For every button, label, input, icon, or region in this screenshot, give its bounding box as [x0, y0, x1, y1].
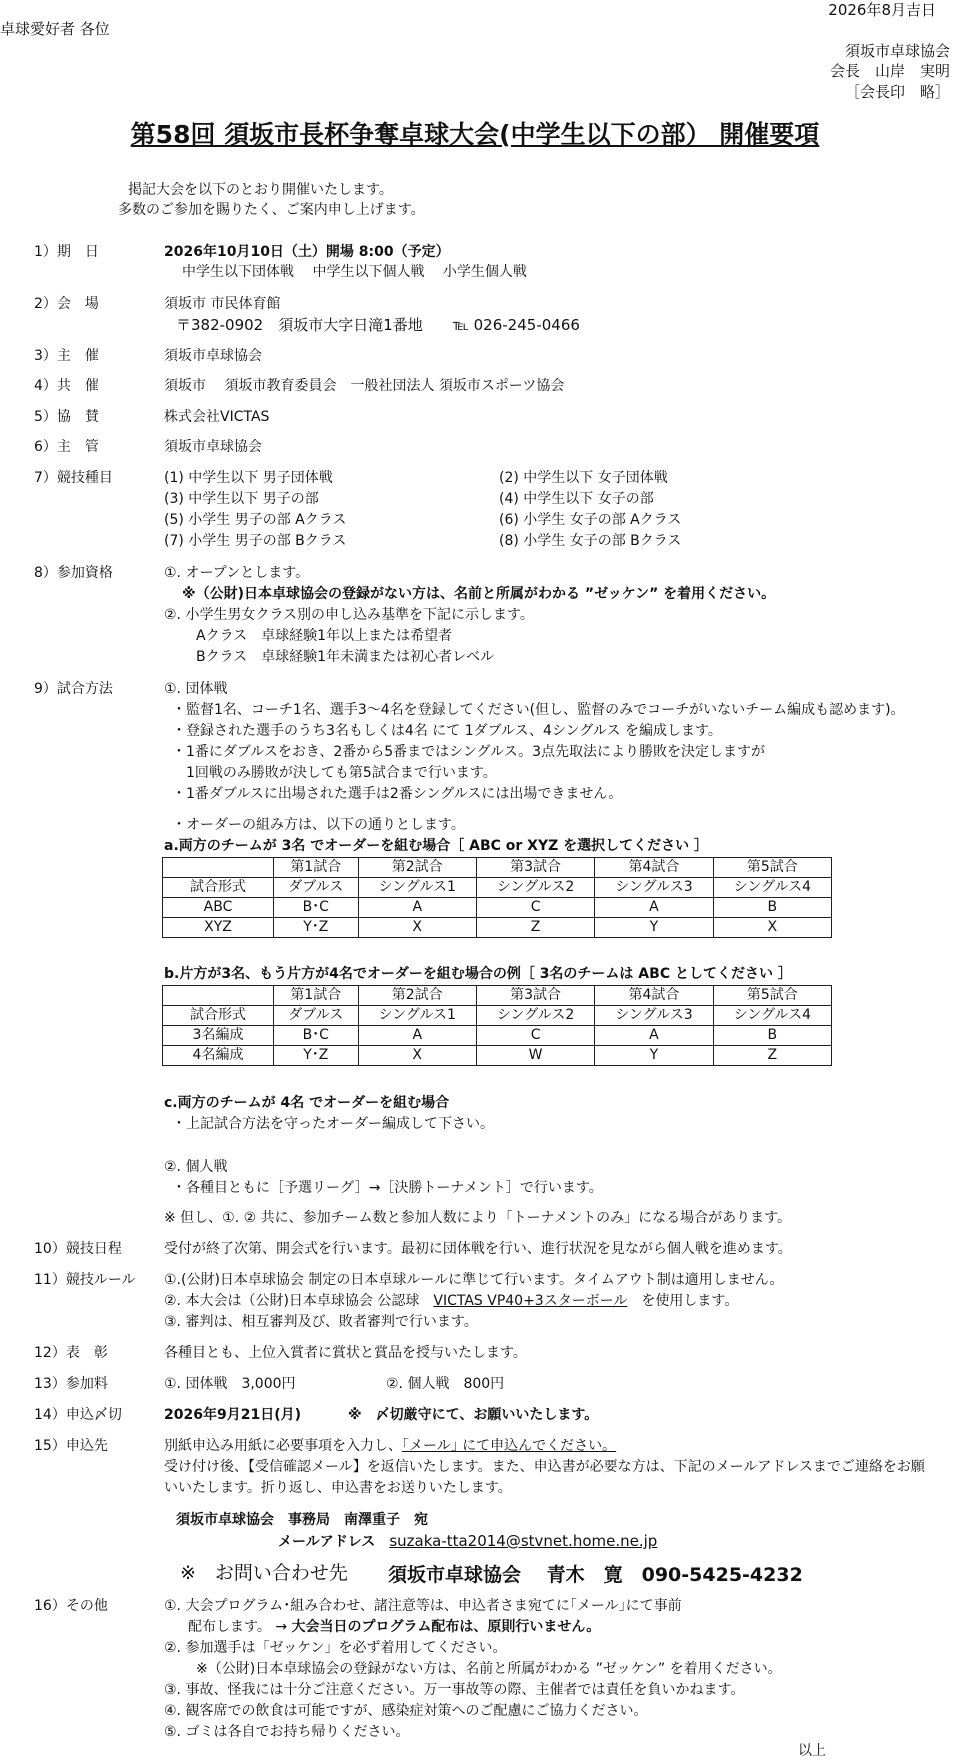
- event-item: (4) 中学生以下 女子の部: [499, 491, 654, 507]
- section-1-label: 1）期 日: [34, 244, 99, 260]
- other-3: ③. 事故、怪我には十分ご注意ください。万一事故等の際、主催者では責任を負いかねます。: [164, 1682, 745, 1698]
- fee-individual: ②. 個人戦 800円: [386, 1376, 505, 1392]
- team-rule: 1回戦のみ勝敗が決しても第5試合まで行います。: [186, 765, 497, 781]
- section-13-label: 13）参加料: [34, 1376, 108, 1392]
- application-line-3: いいたします。折り返し、申込書をお送りいたします。: [164, 1480, 512, 1496]
- inquiry-contact: 須坂市卓球協会 青木 寛 090-5425-4232: [388, 1564, 803, 1586]
- table-cell: B･C: [274, 898, 359, 918]
- mail-line: メールアドレス suzaka-tta2014@stvnet.home.ne.jp: [278, 1532, 658, 1550]
- table-cell: 第4試合: [595, 986, 713, 1006]
- table-cell: ダブルス: [274, 1006, 359, 1026]
- other-2: ②. 参加選手は「ゼッケン」を必ず着用してください。: [164, 1640, 507, 1656]
- table-cell: 4名編成: [163, 1046, 274, 1066]
- table-cell: B･C: [274, 1026, 359, 1046]
- event-item: (1) 中学生以下 男子団体戦: [164, 470, 333, 486]
- other-2b: ※（公財)日本卓球協会の登録がない方は、名前と所属がわかる ”ゼッケン” を着用ください。: [196, 1661, 782, 1677]
- section-5-label: 5）協 賛: [34, 409, 99, 425]
- chairperson: 会長 山岸 実明: [829, 62, 950, 80]
- table-cell: W: [476, 1046, 594, 1066]
- table-cell: ダブルス: [274, 878, 359, 898]
- eligibility-2: ②. 小学生男女クラス別の申し込み基準を下記に示します。: [164, 607, 534, 623]
- event-item: (6) 小学生 女子の部 Aクラス: [499, 512, 682, 528]
- table-cell: シングルス2: [476, 1006, 594, 1026]
- table-cell: 試合形式: [163, 1006, 274, 1026]
- event-item: (8) 小学生 女子の部 Bクラス: [499, 533, 682, 549]
- table-cell: C: [476, 898, 594, 918]
- team-rule: ・監督1名、コーチ1名、選手3～4名を登録してください(但し、監督のみでコーチがいないチーム編成も認めます)。: [172, 702, 905, 718]
- venue-name: 須坂市 市民体育館: [164, 296, 281, 312]
- eligibility-1: ①. オープンとします。: [164, 565, 310, 581]
- event-categories: 中学生以下団体戦 中学生以下個人戦 小学生個人戦: [182, 264, 527, 280]
- seal-note: ［会長印 略］: [844, 83, 950, 101]
- closing: 以上: [798, 1743, 826, 1759]
- mail-address-link[interactable]: suzaka-tta2014@stvnet.home.ne.jp: [389, 1532, 658, 1550]
- table-cell: 第1試合: [274, 986, 359, 1006]
- event-item: (2) 中学生以下 女子団体戦: [499, 470, 668, 486]
- section-6-label: 6）主 管: [34, 439, 99, 455]
- table-cell: [163, 858, 274, 878]
- other-4: ④. 観客席での飲食は可能ですが、感染症対策へのご配慮にご協力ください。: [164, 1703, 648, 1719]
- table-cell: XYZ: [163, 918, 274, 938]
- section-15-label: 15）申込先: [34, 1438, 108, 1454]
- co-organizers: 須坂市 須坂市教育委員会 一般社団法人 須坂市スポーツ協会: [164, 378, 565, 394]
- table-cell: B: [713, 1026, 831, 1046]
- table-cell: Y･Z: [274, 918, 359, 938]
- case-c-title: c.両方のチームが 4名 でオーダーを組む場合: [164, 1095, 450, 1111]
- team-event-heading: ①. 団体戦: [164, 681, 228, 697]
- table-cell: シングルス4: [713, 1006, 831, 1026]
- table-cell: Y･Z: [274, 1046, 359, 1066]
- table-a-title: a.両方のチームが 3名 でオーダーを組む場合［ ABC or XYZ を選択してください ］: [164, 838, 709, 854]
- organizer: 須坂市卓球協会: [164, 348, 262, 364]
- manager: 須坂市卓球協会: [164, 439, 262, 455]
- table-cell: 第3試合: [476, 986, 594, 1006]
- table-row: [163, 898, 832, 918]
- event-item: (3) 中学生以下 男子の部: [164, 491, 319, 507]
- table-row: [163, 918, 832, 938]
- table-cell: 第3試合: [476, 858, 594, 878]
- addressee: 卓球愛好者 各位: [0, 20, 110, 38]
- section-7-label: 7）競技種目: [34, 470, 113, 486]
- table-cell: X: [358, 1046, 476, 1066]
- table-cell: Y: [595, 1046, 713, 1066]
- table-cell: Z: [476, 918, 594, 938]
- table-b-title: b.片方が3名、もう片方が4名でオーダーを組む場合の例［ 3名のチームは ABC としてください ］: [164, 966, 792, 982]
- section-12-label: 12）表 彰: [34, 1345, 108, 1361]
- organization: 須坂市卓球協会: [844, 42, 950, 60]
- section-10-label: 10）競技日程: [34, 1241, 122, 1257]
- table-cell: A: [358, 898, 476, 918]
- table-cell: C: [476, 1026, 594, 1046]
- table-row: [163, 878, 832, 898]
- table-cell: シングルス3: [595, 878, 713, 898]
- table-cell: Z: [713, 1046, 831, 1066]
- application-line-1: 別紙申込み用紙に必要事項を入力し、｢メール｣ にて申込んでください。: [164, 1438, 617, 1454]
- table-cell: X: [713, 918, 831, 938]
- table-cell: 第1試合: [274, 858, 359, 878]
- table-cell: シングルス2: [476, 878, 594, 898]
- case-c-text: ・上記試合方法を守ったオーダー編成して下さい。: [172, 1116, 494, 1132]
- office-contact: 須坂市卓球協会 事務局 南澤重子 宛: [176, 1512, 428, 1528]
- table-cell: 第2試合: [358, 858, 476, 878]
- format-note: ※ 但し、①. ② 共に、参加チーム数と参加人数により「トーナメントのみ」になる場合があります。: [164, 1210, 791, 1226]
- table-row: [163, 858, 832, 878]
- team-rule: ・1番ダブルスに出場された選手は2番シングルスには出場できません。: [172, 786, 623, 802]
- table-cell: ABC: [163, 898, 274, 918]
- team-rule: ・登録された選手のうち3名もしくは4名 にて 1ダブルス、4シングルス を編成します。: [172, 723, 722, 739]
- table-cell: シングルス1: [358, 878, 476, 898]
- table-row: [163, 1046, 832, 1066]
- table-cell: A: [595, 1026, 713, 1046]
- venue-address: 〒382-0902 須坂市大字日滝1番地 ℡ 026-245-0466: [176, 316, 580, 334]
- table-cell: 試合形式: [163, 878, 274, 898]
- team-rule: ・オーダーの組み方は、以下の通りとします。: [172, 817, 465, 833]
- table-cell: シングルス4: [713, 878, 831, 898]
- table-row: [163, 1006, 832, 1026]
- table-cell: シングルス1: [358, 1006, 476, 1026]
- table-cell: Y: [595, 918, 713, 938]
- table-cell: B: [713, 898, 831, 918]
- event-item: (5) 小学生 男子の部 Aクラス: [164, 512, 347, 528]
- other-5: ⑤. ゴミは各自でお持ち帰りください。: [164, 1724, 410, 1740]
- section-11-label: 11）競技ルール: [34, 1272, 136, 1288]
- eligibility-note: ※（公財)日本卓球協会の登録がない方は、名前と所属がわかる ”ゼッケン” を着用ください。: [182, 586, 776, 602]
- section-3-label: 3）主 催: [34, 348, 99, 364]
- rule-2: ②. 本大会は（公財)日本卓球協会 公認球 VICTAS VP40+3スターボール を使用します。: [164, 1293, 739, 1309]
- order-table-a: [162, 857, 832, 938]
- table-row: [163, 986, 832, 1006]
- table-cell: 第2試合: [358, 986, 476, 1006]
- class-b: Bクラス 卓球経験1年未満または初心者レベル: [196, 649, 495, 665]
- section-16-label: 16）その他: [34, 1598, 108, 1614]
- event-item: (7) 小学生 男子の部 Bクラス: [164, 533, 347, 549]
- individual-heading: ②. 個人戦: [164, 1159, 228, 1175]
- other-1b: 配布します。 → 大会当日のプログラム配布は、原則行いません。: [188, 1619, 601, 1635]
- application-line-2: 受け付け後、【受信確認メール】を返信いたします。また、申込書が必要な方は、下記のメールアドレスまでご連絡をお願: [164, 1459, 925, 1475]
- table-cell: [163, 986, 274, 1006]
- deadline-date: 2026年9月21日(月): [164, 1407, 301, 1423]
- other-1: ①. 大会プログラム･組み合わせ、諸注意等は、申込者さま宛てに｢メール｣にて事前: [164, 1598, 682, 1614]
- inquiry-label: ※ お問い合わせ先: [180, 1562, 348, 1584]
- section-2-label: 2）会 場: [34, 296, 99, 312]
- table-row: [163, 1026, 832, 1046]
- issue-date: 2026年8月吉日: [828, 1, 936, 19]
- official-ball: VICTAS VP40+3スターボール: [433, 1293, 628, 1309]
- table-cell: 3名編成: [163, 1026, 274, 1046]
- section-4-label: 4）共 催: [34, 378, 99, 394]
- order-table-b: [162, 985, 832, 1066]
- table-cell: 第5試合: [713, 858, 831, 878]
- table-cell: 第4試合: [595, 858, 713, 878]
- class-a: Aクラス 卓球経験1年以上または希望者: [196, 628, 453, 644]
- event-date: 2026年10月10日（土）開場 8:00（予定）: [164, 244, 450, 260]
- section-9-label: 9）試合方法: [34, 681, 113, 697]
- table-cell: シングルス3: [595, 1006, 713, 1026]
- rule-1: ①.(公財)日本卓球協会 制定の日本卓球ルールに準じて行います。タイムアウト制は適用しません。: [164, 1272, 784, 1288]
- section-8-label: 8）参加資格: [34, 565, 113, 581]
- fee-team: ①. 団体戦 3,000円: [164, 1376, 296, 1392]
- page-title: 第58回 須坂市長杯争奪卓球大会(中学生以下の部） 開催要項: [130, 120, 820, 149]
- awards-text: 各種目とも、上位入賞者に賞状と賞品を授与いたします。: [164, 1345, 527, 1361]
- table-cell: 第5試合: [713, 986, 831, 1006]
- individual-text: ・各種目ともに［予選リーグ］→［決勝トーナメント］で行います。: [172, 1180, 603, 1196]
- rule-3: ③. 審判は、相互審判及び、敗者審判で行います。: [164, 1314, 478, 1330]
- deadline-note: ※ 〆切厳守にて、お願いいたします。: [348, 1407, 599, 1423]
- section-14-label: 14）申込〆切: [34, 1407, 122, 1423]
- table-cell: A: [595, 898, 713, 918]
- table-cell: A: [358, 1026, 476, 1046]
- intro-line-1: 掲記大会を以下のとおり開催いたします。: [128, 182, 393, 198]
- table-cell: X: [358, 918, 476, 938]
- sponsor: 株式会社VICTAS: [164, 409, 270, 425]
- team-rule: ・1番にダブルスをおき、2番から5番まではシングルス。3点先取法により勝敗を決定しますが: [172, 744, 766, 760]
- intro-line-2: 多数のご参加を賜りたく、ご案内申し上げます。: [118, 202, 425, 218]
- schedule-text: 受付が終了次第、開会式を行います。最初に団体戦を行い、進行状況を見ながら個人戦を進めます。: [164, 1241, 792, 1257]
